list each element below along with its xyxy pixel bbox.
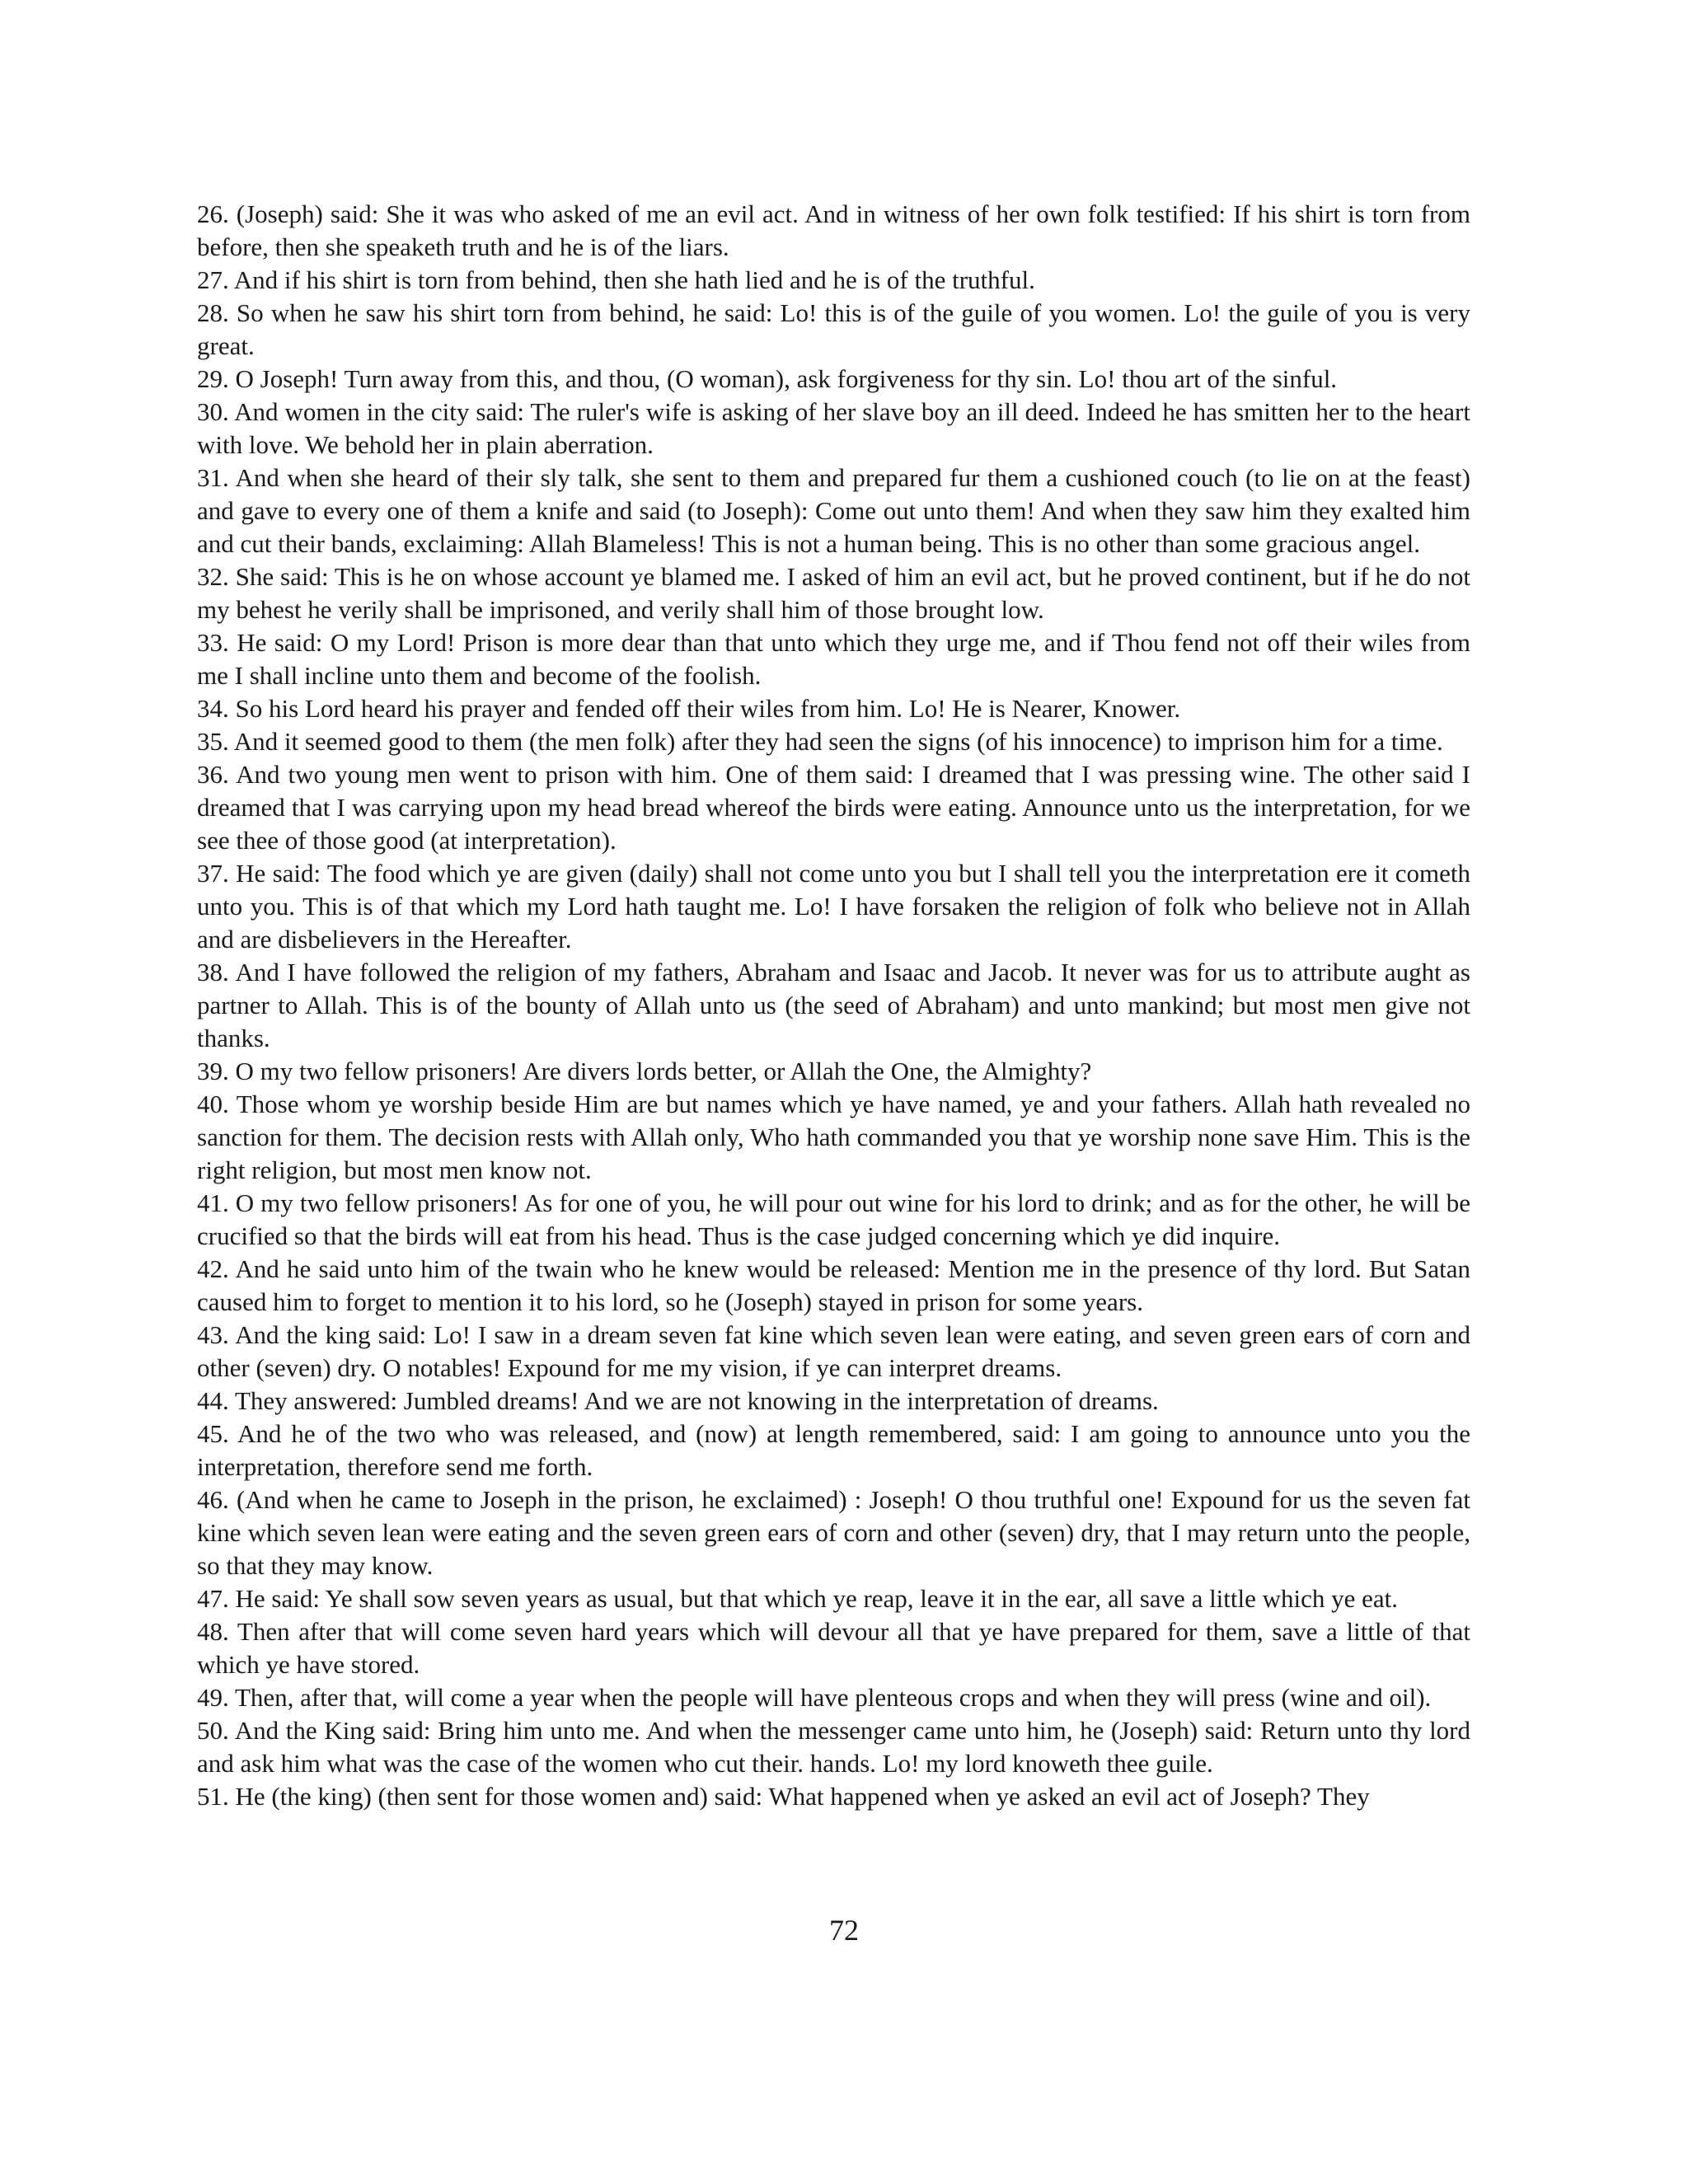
verse-38: 38. And I have followed the religion of my fathers, Abraham and Isaac and Jacob. It never was for us to attribute aught as partner to Allah. This is of the bounty of Allah unto us (the seed of Abraham) and unto mankind; but most men give not thanks. xyxy=(197,958,1470,1052)
verse-50: 50. And the King said: Bring him unto me. And when the messenger came unto him, he (Joseph) said: Return unto thy lord and ask him what was the case of the women who cut their. hands. Lo! my lord knoweth thee guile. xyxy=(197,1716,1470,1778)
verse-44: 44. They answered: Jumbled dreams! And we are not knowing in the interpretation of dreams. xyxy=(197,1386,1159,1415)
verse-35: 35. And it seemed good to them (the men folk) after they had seen the signs (of his innocence) to imprison him for a time. xyxy=(197,727,1443,756)
verse-29: 29. O Joseph! Turn away from this, and thou, (O woman), ask forgiveness for thy sin. Lo! thou art of the sinful. xyxy=(197,364,1338,393)
verse-34: 34. So his Lord heard his prayer and fended off their wiles from him. Lo! He is Nearer, Knower. xyxy=(197,694,1181,723)
verse-37: 37. He said: The food which ye are given (daily) shall not come unto you but I shall tell you the interpretation ere it cometh unto you. This is of that which my Lord hath taught me. Lo! I have forsaken the religion of folk who believe not in Allah and are disbelievers in the Hereafter. xyxy=(197,859,1470,954)
verse-41: 41. O my two fellow prisoners! As for one of you, he will pour out wine for his lord to drink; and as for the other, he will be crucified so that the birds will eat from his head. Thus is the case judged concerning which ye did inquire. xyxy=(197,1188,1470,1250)
verse-32: 32. She said: This is he on whose account ye blamed me. I asked of him an evil act, but he proved continent, but if he do not my behest he verily shall be imprisoned, and verily shall him of those brought low. xyxy=(197,562,1470,624)
verse-36: 36. And two young men went to prison with him. One of them said: I dreamed that I was pressing wine. The other said I dreamed that I was carrying upon my head bread whereof the birds were eating. Announce unto us the interpretation, for we see thee of those good (at interpretation). xyxy=(197,760,1470,855)
page-number: 72 xyxy=(829,1914,859,1947)
verse-26: 26. (Joseph) said: She it was who asked of me an evil act. And in witness of her own folk testified: If his shirt is torn from before, then she speaketh truth and he is of the liars. xyxy=(197,199,1470,261)
verse-51: 51. He (the king) (then sent for those women and) said: What happened when ye asked an evil act of Joseph? They xyxy=(197,1782,1370,1811)
verse-33: 33. He said: O my Lord! Prison is more dear than that unto which they urge me, and if Thou fend not off their wiles from me I shall incline unto them and become of the foolish. xyxy=(197,628,1470,690)
verse-30: 30. And women in the city said: The ruler's wife is asking of her slave boy an ill deed. Indeed he has smitten her to the heart with love. We behold her in plain aberration. xyxy=(197,397,1470,459)
verse-39: 39. O my two fellow prisoners! Are divers lords better, or Allah the One, the Almighty? xyxy=(197,1057,1092,1085)
verse-46: 46. (And when he came to Joseph in the prison, he exclaimed) : Joseph! O thou truthful one! Expound for us the seven fat kine which seven lean were eating and the seven green ears of corn and other (seven) dry, that I may return unto the people, so that they may know. xyxy=(197,1485,1470,1580)
verse-43: 43. And the king said: Lo! I saw in a dream seven fat kine which seven lean were eating, and seven green ears of corn and other (seven) dry. O notables! Expound for me my vision, if ye can interpret dreams. xyxy=(197,1320,1470,1382)
verse-text-block xyxy=(197,198,1470,1813)
verse-31: 31. And when she heard of their sly talk, she sent to them and prepared fur them a cushioned couch (to lie on at the feast) and gave to every one of them a knife and said (to Joseph): Come out unto them! And when they saw him they exalted him and cut their bands, exclaiming: Allah Blameless! This is not a human being. This is no other than some gracious angel. xyxy=(197,463,1470,558)
verse-42: 42. And he said unto him of the twain who he knew would be released: Mention me in the presence of thy lord. But Satan caused him to forget to mention it to his lord, so he (Joseph) stayed in prison for some years. xyxy=(197,1254,1470,1316)
verse-27: 27. And if his shirt is torn from behind, then she hath lied and he is of the truthful. xyxy=(197,265,1035,294)
verse-28: 28. So when he saw his shirt torn from behind, he said: Lo! this is of the guile of you women. Lo! the guile of you is very great. xyxy=(197,298,1470,360)
verse-45: 45. And he of the two who was released, and (now) at length remembered, said: I am going to announce unto you the interpretation, therefore send me forth. xyxy=(197,1419,1470,1481)
verse-49: 49. Then, after that, will come a year when the people will have plenteous crops and when they will press (wine and oil). xyxy=(197,1683,1432,1712)
verse-48: 48. Then after that will come seven hard years which will devour all that ye have prepared for them, save a little of that which ye have stored. xyxy=(197,1617,1470,1679)
verse-40: 40. Those whom ye worship beside Him are but names which ye have named, ye and your fathers. Allah hath revealed no sanction for them. The decision rests with Allah only, Who hath commanded you that ye worship none save Him. This is the right religion, but most men know not. xyxy=(197,1090,1470,1184)
verse-47: 47. He said: Ye shall sow seven years as usual, but that which ye reap, leave it in the ear, all save a little which ye eat. xyxy=(197,1584,1399,1613)
